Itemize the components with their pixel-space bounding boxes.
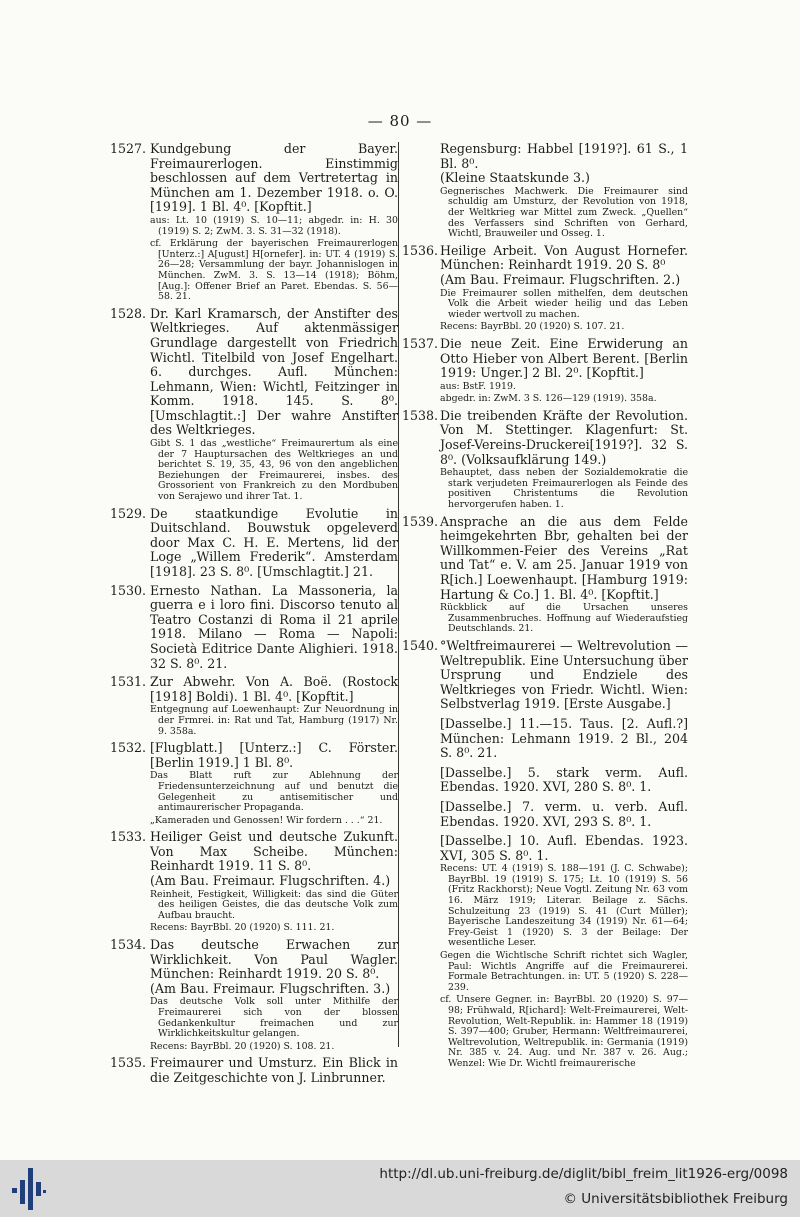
bibliography-entry [401, 637, 688, 1070]
footer-bar [0, 1160, 800, 1217]
entry-number: 1540. [401, 637, 438, 653]
entry-note: „Kameraden und Genossen! Wir fordern . . .“ 21. [150, 814, 383, 826]
bibliography-entry [110, 741, 398, 826]
entry-note: Behauptet, dass neben der Sozialdemokratie die stark verjudeten Freimaurerlogen als Feinde des positiven Christentums die Revolution hervorgerufen haben. 1. [440, 467, 688, 511]
entry-number: 1531. [109, 674, 146, 690]
entry-note: aus: Lt. 10 (1919) S. 10—11; abgedr. in: H. 30 (1919) S. 2; ZwM. 3. S. 31—32 (1918). [150, 214, 398, 237]
entry-text: Ernesto Nathan. La Massoneria, la guerra e i loro fini. Discorso tenuto al Teatro Costanzi di Roma il 21 aprile 1918. Milano — Roma — Napoli: Società Editrice Dante Alighieri. 1918. 32 S. 8⁰. 21. [150, 582, 398, 671]
entry-text: Dr. Karl Kramarsch, der Anstifter des Weltkrieges. Auf aktenmässiger Grundlage dargestellt von Friedrich Wichtl. Titelbild von Josef Engelhart. 6. durchges. Aufl. München: Lehmann, Wien: Wichtl, Feitzinger in Komm. 1918. 145. S. 8⁰. [Umschlagtit.:] Der wahre Anstifter des Weltkrieges. [150, 305, 398, 438]
bibliography-entry [110, 830, 398, 934]
entry-series: (Am Bau. Freimaur. Flugschriften. 3.) [150, 980, 391, 996]
bibliography-entry [110, 584, 398, 672]
entry-text: Die neue Zeit. Eine Erwiderung an Otto Hieber von Albert Berent. [Berlin 1919: Unger.] 2 Bl. 2⁰. [Kopftit.] [440, 335, 688, 381]
entry-continuation [406, 142, 688, 240]
entry-edition: [Dasselbe.] 10. Aufl. Ebendas. 1923. XVI, 305 S. 8⁰. 1. [440, 833, 688, 863]
entry-text: De staatkundige Evolutie in Duitschland. Bouwstuk opgeleverd door Max C. H. E. Mertens, lid der Loge „Willem Frederik“. Amsterdam [1918]. 23 S. 8⁰. [Umschlagtit.] 21. [150, 505, 398, 579]
bibliography-entry [401, 335, 688, 405]
entry-number: 1532. [109, 740, 146, 756]
entry-edition: [Dasselbe.] 7. verm. u. verb. Aufl. Ebendas. 1920. XVI, 293 S. 8⁰. 1. [440, 798, 688, 829]
entry-note: Das Blatt ruft zur Ablehnung der Friedensunterzeichnung auf und benutzt die Gelegenheit zu antisemitischer und antimaurerischer Propaganda. [150, 770, 398, 814]
bibliography-entry [401, 513, 688, 635]
entry-text: Kundgebung der Bayer. Freimaurerlogen. Einstimmig beschlossen auf dem Vertretertag in München am 1. Dezember 1918. o. O. [1919]. 1 Bl. 4⁰. [Kopftit.] [150, 141, 398, 215]
entry-note: Gegen die Wichtlsche Schrift richtet sich Wagler, Paul: Wichtls Angriffe auf die Freimaurerei. Formale Betrachtungen. in: UT. 5 (1920) S. 228—239. [440, 950, 688, 993]
footer-copyright: © Universitätsbibliothek Freiburg [563, 1191, 788, 1207]
entry-text: Das deutsche Erwachen zur Wirklichkeit. Von Paul Wagler. München: Reinhardt 1919. 20 S. 8⁰. [150, 937, 398, 982]
bibliography-entry [110, 507, 398, 580]
entry-edition: [Dasselbe.] 11.—15. Taus. [2. Aufl.?] München: Lehmann 1919. 2 Bl., 204 S. 8⁰. 21. [440, 715, 688, 761]
entry-note: Reinheit, Festigkeit, Willigkeit: das sind die Güter des heiligen Geistes, die das deutsche Volk zum Aufbau braucht. [150, 888, 398, 921]
left-column [110, 142, 398, 1090]
entry-text: Regensburg: Habbel [1919?]. 61 S., 1 Bl. 8⁰. [440, 141, 688, 171]
entry-note: Das deutsche Volk soll unter Mithilfe der Freimaurerei sich von der blossen Gedankenkultur freimachen und zur Wirklichkeitskultur gelangen. [150, 996, 398, 1040]
footer-url[interactable]: http://dl.ub.uni-freiburg.de/diglit/bibl_freim_lit1926-erg/0098 [379, 1166, 788, 1182]
entry-text: °Weltfreimaurerei — Weltrevolution — Weltrepublik. Eine Untersuchung über Ursprung und Endziele des Weltkrieges von Friedr. Wichtl. Wien: Selbstverlag 1919. [Erste Ausgabe.] [440, 637, 688, 712]
entry-note: aus: BstF. 1919. [440, 380, 516, 392]
entry-series: (Kleine Staatskunde 3.) [440, 170, 590, 186]
entry-number: 1534. [109, 937, 146, 953]
entry-note: Entgegnung auf Loewenhaupt: Zur Neuordnung in der Frmrei. in: Rat und Tat, Hamburg (1917) Nr. 9. 358a. [150, 704, 398, 737]
entry-note: Gegnerisches Machwerk. Die Freimaurer sind schuldig am Umsturz, der Revolution von 1918, der Weltkrieg war Mittel zum Zweck. „Quellen“ des Verfassers sind Schriften von Gerhard, Wichtl, Brauweiler und Osseg. 1. [440, 185, 688, 240]
entry-note: abgedr. in: ZwM. 3 S. 126—129 (1919). 358a. [440, 393, 657, 405]
entry-number: 1539. [401, 513, 438, 529]
entry-number: 1538. [401, 407, 438, 423]
entry-note: Recens: UT. 4 (1919) S. 188—191 (J. C. Schwabe); BayrBbl. 19 (1919) S. 175; Lt. 10 (1919) S. 56 (Fritz Rackhorst); Neue Vogtl. Zeitung Nr. 63 vom 16. März 1919; Literar. Beilage z. Sächs. Schulzeitung 23 (1919) S. 41 (Curt Müller); Bayerische Landeszeitung 34 (1919) Nr. 61—64; Frey-Geist 1 (1920) S. 3 der Beilage: Der wesentliche Leser. [440, 863, 688, 949]
bibliography-entry [110, 675, 398, 737]
entry-text: Heiliger Geist und deutsche Zukunft. Von Max Scheibe. München: Reinhardt 1919. 11 S. 8⁰. [150, 829, 398, 874]
entry-note: cf. Unsere Gegner. in: BayrBbl. 20 (1920) S. 97—98; Frühwald, R[ichard]: Welt-Freimaurerei, Welt-Revolution, Welt-Republik. in: Hammer 18 (1919) S. 397—400; Gruber, Hermann: Weltfreimaurerei, Weltrevolution, Weltrepublik. in: Germania (1919) Nr. 385 v. 24. Aug. und Nr. 387 v. 26. Aug.; Wenzel: Wie Dr. Wichtl freimaurerische [440, 994, 688, 1069]
entry-number: 1536. [401, 242, 438, 258]
entry-text: Zur Abwehr. Von A. Boë. (Rostock [1918] Boldi). 1 Bl. 4⁰. [Kopftit.] [150, 674, 398, 704]
entry-note: Gibt S. 1 das „westliche“ Freimaurertum als eine der 7 Hauptursachen des Weltkrieges an und berichtet S. 19, 35, 43, 96 von den angeblichen Beziehungen der Freimaurerei, insbes. des Grossorient von Frankreich zu den Mordbuben von Serajewo und ihrer Tat. 1. [150, 438, 398, 503]
entry-number: 1533. [109, 829, 146, 845]
bibliography-entry [110, 938, 398, 1052]
entry-edition: [Dasselbe.] 5. stark verm. Aufl. Ebendas. 1920. XVI, 280 S. 8⁰. 1. [440, 764, 688, 795]
entry-text: Ansprache an die aus dem Felde heimgekehrten Bbr, gehalten bei der Willkommen-Feier des Vereins „Rat und Tat“ e. V. am 25. Januar 1919 von R[ich.] Loewenhaupt. [Hamburg 1919: Hartung & Co.] 1. Bl. 4⁰. [Kopftit.] [440, 513, 688, 602]
entry-text: [Flugblatt.] [Unterz.:] C. Förster. [Berlin 1919.] 1 Bl. 8⁰. [150, 740, 398, 770]
bibliography-entry [110, 307, 398, 503]
entry-series: (Am Bau. Freimaur. Flugschriften. 2.) [440, 271, 681, 287]
entry-note: cf. Erklärung der bayerischen Freimaurerlogen [Unterz.:] A[ugust] H[ornefer]. in: UT. 4 (1919) S. 26—28; Versammlung der bayr. Johannislogen in München. ZwM. 3. S. 13—14 (1918); Böhm, [Aug.]: Offener Brief an Paret. Ebendas. S. 56—58. 21. [150, 238, 398, 303]
entry-number: 1537. [401, 335, 438, 351]
entry-text: Die treibenden Kräfte der Revolution. Von M. Stettinger. Klagenfurt: St. Josef-Vereins-Druckerei[1919?]. 32 S. 8⁰. (Volksaufklärung 149.) [440, 407, 688, 467]
entry-series: (Am Bau. Freimaur. Flugschriften. 4.) [150, 873, 391, 889]
entry-note: Recens: BayrBbl. 20 (1920) S. 108. 21. [150, 1040, 335, 1052]
ub-freiburg-logo-icon [12, 1168, 46, 1210]
page-number: — 80 — [367, 112, 433, 130]
entry-note: Recens: BayrBbl. 20 (1920) S. 111. 21. [150, 922, 335, 934]
bibliography-entry [110, 1056, 398, 1085]
entry-number: 1529. [109, 505, 146, 521]
entry-number: 1530. [109, 582, 146, 598]
entry-note: Rückblick auf die Ursachen unseres Zusammenbruches. Hoffnung auf Wiederaufstieg Deutschlands. 21. [440, 602, 688, 635]
bibliography-entry [401, 242, 688, 333]
entry-text: Freimaurer und Umsturz. Ein Blick in die Zeitgeschichte von J. Linbrunner. [150, 1055, 398, 1085]
bibliography-entry [110, 142, 398, 303]
entry-text: Heilige Arbeit. Von August Hornefer. München: Reinhardt 1919. 20 S. 8⁰ [440, 242, 688, 273]
entry-number: 1535. [109, 1055, 146, 1071]
entry-note: Recens: BayrBbl. 20 (1920) S. 107. 21. [440, 321, 625, 333]
bibliography-entry [401, 407, 688, 511]
right-column [401, 141, 688, 1074]
entry-number: 1527. [109, 141, 146, 156]
entry-note: Die Freimaurer sollen mithelfen, dem deutschen Volk die Arbeit wieder heilig und das Leben wieder wertvoll zu machen. [440, 287, 688, 320]
entry-number: 1528. [109, 305, 146, 321]
